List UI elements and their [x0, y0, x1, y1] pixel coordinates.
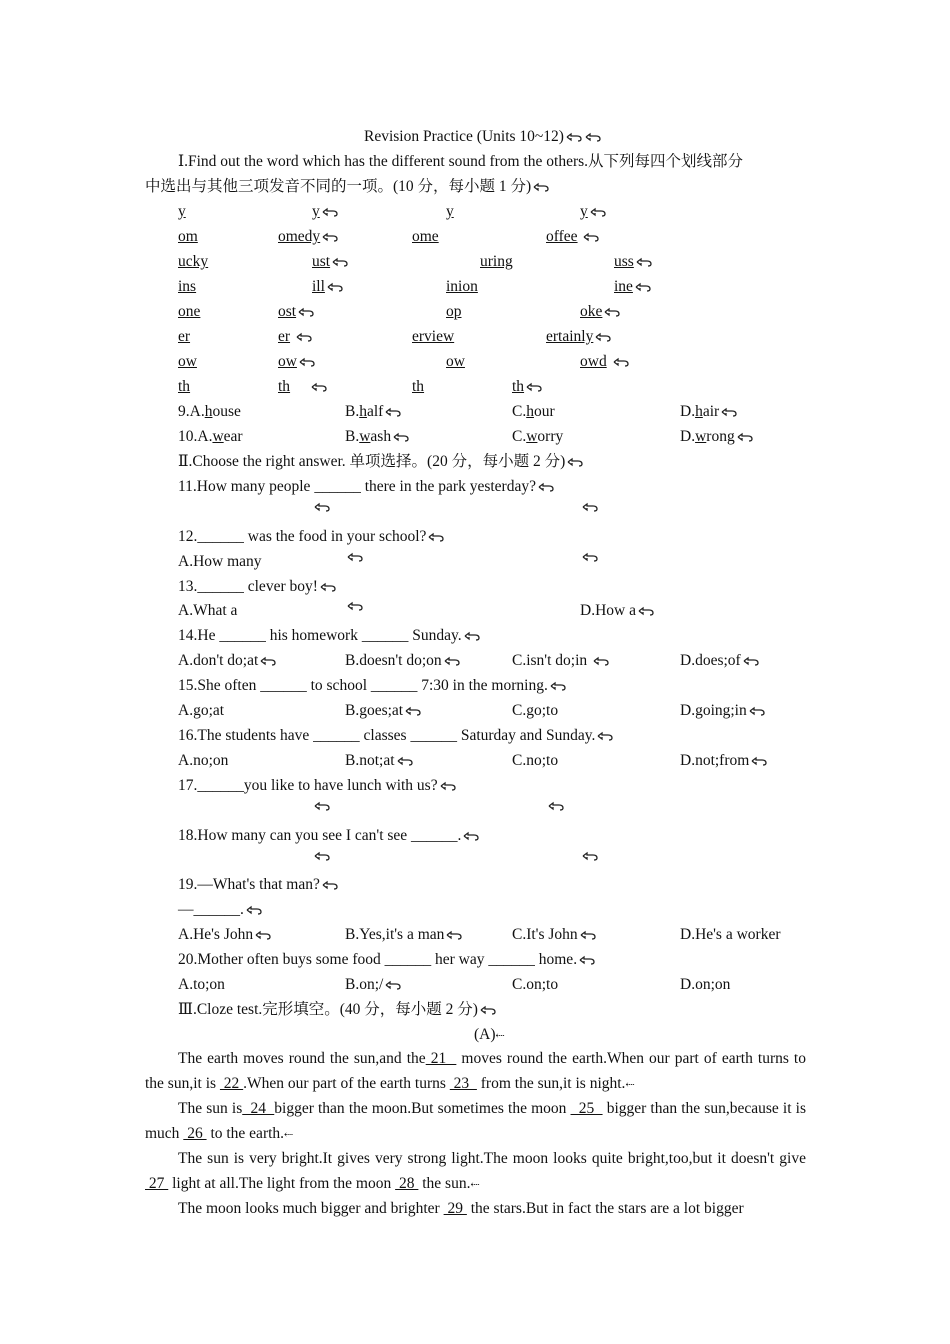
question-12: 12.______ was the food in your school?: [178, 527, 445, 547]
question-19-answer: —______.: [178, 900, 263, 920]
paragraph-mark-icon: ⇠: [625, 1079, 635, 1091]
return-mark-icon: [245, 905, 263, 915]
return-mark-icon: [427, 532, 445, 542]
return-mark-icon: [404, 706, 422, 716]
return-mark-icon: [313, 851, 331, 861]
return-mark-icon: [565, 132, 583, 142]
return-mark-icon: [384, 980, 402, 990]
cloze-paragraph: The earth moves round the sun,and the 21 moves round the earth.When our part of earth turns to the sun,it is 22 .When our part of the earth turns 23 from the sun,it is night.⇠: [145, 1050, 806, 1092]
return-mark-icon: [298, 357, 316, 367]
return-mark-icon: [748, 706, 766, 716]
return-mark-icon: [594, 332, 612, 342]
paragraph-mark-icon: ⇠: [470, 1179, 480, 1191]
question-18: 18.How many can you see I can't see ______.: [178, 826, 480, 846]
return-mark-icon: [582, 232, 600, 242]
return-mark-icon: [612, 357, 630, 367]
return-mark-icon: [331, 257, 349, 267]
paragraph-mark-icon: ⇠: [284, 1129, 294, 1141]
return-mark-icon: [581, 502, 599, 512]
return-mark-icon: [596, 731, 614, 741]
return-mark-icon: [392, 432, 410, 442]
page-title: Revision Practice (Units 10~12): [364, 127, 602, 147]
return-mark-icon: [603, 307, 621, 317]
return-mark-icon: [463, 631, 481, 641]
return-mark-icon: [297, 307, 315, 317]
passage-label: (A)⇠: [474, 1026, 505, 1043]
cloze-paragraph: The sun is very bright.It gives very strong light.The moon looks quite bright,too,but it doesn't give 27 light at all.The light from the moon 28 the sun.⇠: [145, 1150, 806, 1192]
question-11: 11.How many people ______ there in the park yesterday?: [178, 477, 555, 497]
return-mark-icon: [310, 382, 328, 392]
document-page: Revision Practice (Units 10~12) Ⅰ.Find out the word which has the different sound from the others.从下列每四个划线部分 中选出与其他三项发音不同的一项。(10 分，每小题 1 分) y y y y om omedy ome offee ucky ust uring uss ins ill inion ine one ost op oke er er erview ertainly ow ow ow owd th th th th 9.A.house B.half C.hour D.hair 10.A.wear B.wash C.worry D.wrong Ⅱ.Choose the right answer. 单项选择。(20 分，每小题 2 分) 11.How many people ______ there in the park yesterday? 12.______ was the food in your school? A.How many 13.______ clever boy! A.What a D.How a 14.He ______ his homework ______ Sunday. A.don't do;at B.doesn't do;on C.isn't do;in D.does;of 15.She often ______ to school ______ 7:30 in the morning. A.go;at B.goes;at C.go;to D.going;in 16.The students have ______ classes ______ Saturday and Sunday. A.no;on B.not;at C.no;to D.not;from 17.______you like to have lunch with us? 18.How many can you see I can't see ______. 19.—What's that man? —______. A.He's John B.Yes,it's a man C.It's John D.He's a worker 20.Mother often buys some food ______ her way ______ home. A.to;on B.on;/ C.on;to D.on;on Ⅲ.Cloze test.完形填空。(40 分，每小题 2 分) (A)⇠ The earth moves round the sun,and the 21 moves round the earth.When our part of earth turns to the sun,it is 22 .When our part of the earth turns 23 from the sun,it is night.⇠ The sun is 24 bigger than the moon.But sometimes the moon 25 bigger than the sun,because it is much 26 to the earth.⇠ The sun is very bright.It gives very strong light.The moon looks quite bright,too,but it doesn't give 27 light at all.The light from the moon 28 the sun.⇠ The moon looks much bigger and brighter 29 the stars.But in fact the stars are a lot bigger: [0, 0, 950, 1344]
return-mark-icon: [581, 552, 599, 562]
paragraph-mark-icon: ⇠: [495, 1030, 505, 1042]
return-mark-icon: [579, 930, 597, 940]
question-16: 16.The students have ______ classes ______ Saturday and Sunday.: [178, 726, 614, 746]
return-mark-icon: [319, 582, 337, 592]
return-mark-icon: [532, 182, 550, 192]
question-20: 20.Mother often buys some food ______ her way ______ home.: [178, 950, 596, 970]
return-mark-icon: [634, 282, 652, 292]
question-17: 17.______you like to have lunch with us?: [178, 776, 457, 796]
return-mark-icon: [584, 132, 602, 142]
return-mark-icon: [479, 1005, 497, 1015]
return-mark-icon: [635, 257, 653, 267]
return-mark-icon: [326, 282, 344, 292]
return-mark-icon: [581, 851, 599, 861]
return-mark-icon: [537, 482, 555, 492]
return-mark-icon: [637, 606, 655, 616]
return-mark-icon: [313, 502, 331, 512]
cloze-paragraph: The sun is 24 bigger than the moon.But sometimes the moon 25 bigger than the sun,because it is much 26 to the earth.⇠: [145, 1100, 806, 1142]
return-mark-icon: [578, 955, 596, 965]
question-13: 13.______ clever boy!: [178, 577, 337, 597]
return-mark-icon: [566, 457, 584, 467]
return-mark-icon: [720, 407, 738, 417]
return-mark-icon: [295, 332, 313, 342]
cloze-paragraph: The moon looks much bigger and brighter 29 the stars.But in fact the stars are a lot bigger: [178, 1200, 744, 1217]
return-mark-icon: [525, 382, 543, 392]
section-2-header: Ⅱ.Choose the right answer. 单项选择。(20 分，每小题 2 分): [178, 452, 584, 472]
return-mark-icon: [259, 656, 277, 666]
return-mark-icon: [736, 432, 754, 442]
return-mark-icon: [313, 801, 331, 811]
return-mark-icon: [549, 681, 567, 691]
question-19: 19.—What's that man?: [178, 875, 339, 895]
return-mark-icon: [462, 831, 480, 841]
return-mark-icon: [750, 756, 768, 766]
return-mark-icon: [384, 407, 402, 417]
section-3-header: Ⅲ.Cloze test.完形填空。(40 分，每小题 2 分): [178, 1000, 497, 1020]
return-mark-icon: [445, 930, 463, 940]
return-mark-icon: [321, 207, 339, 217]
return-mark-icon: [396, 756, 414, 766]
return-mark-icon: [592, 656, 610, 666]
return-mark-icon: [742, 656, 760, 666]
return-mark-icon: [346, 552, 364, 562]
return-mark-icon: [321, 232, 339, 242]
return-mark-icon: [439, 781, 457, 791]
return-mark-icon: [589, 207, 607, 217]
return-mark-icon: [547, 801, 565, 811]
section-1-header: Ⅰ.Find out the word which has the different sound from the others.从下列每四个划线部分: [178, 153, 744, 170]
return-mark-icon: [254, 930, 272, 940]
section-1-header-cont: 中选出与其他三项发音不同的一项。(10 分，每小题 1 分): [145, 177, 550, 197]
return-mark-icon: [321, 880, 339, 890]
return-mark-icon: [346, 601, 364, 611]
return-mark-icon: [443, 656, 461, 666]
question-15: 15.She often ______ to school ______ 7:30 in the morning.: [178, 676, 567, 696]
question-14: 14.He ______ his homework ______ Sunday.: [178, 626, 481, 646]
